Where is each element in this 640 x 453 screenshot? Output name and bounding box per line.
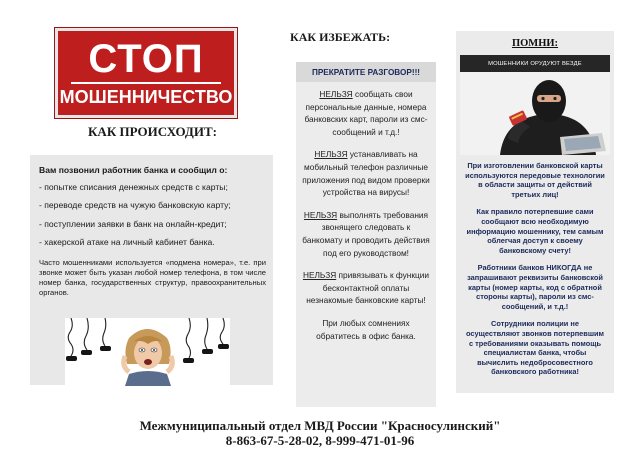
forbidden-keyword: НЕЛЬЗЯ <box>302 270 337 281</box>
number-spoofing-note: Часто мошенниками используется «подмена номера», т.е. при звонке может быть указан любой номер телефона, в том числе номер банка, государственных структур, правоохранительных органов. <box>39 257 266 297</box>
list-item: Сотрудники полиции не осуществляют звонков потерпевшим с требованиями оказывать помощь специалистам банка, чтобы вычислить недобросовестного банковского работника! <box>465 319 604 377</box>
remember-panel <box>456 31 614 393</box>
forbidden-keyword: НЕЛЬЗЯ <box>319 89 353 99</box>
stop-fraud-banner <box>55 28 237 118</box>
list-item <box>302 88 430 138</box>
rule-text: выполнять требования звонящего следовать к банкомату и проводить действия под его руководством! <box>302 209 430 258</box>
how-to-avoid-panel <box>296 62 436 407</box>
image-caption: МОШЕННИКИ ОРУДУЮТ ВЕЗДЕ <box>460 55 610 72</box>
avoid-rules <box>296 82 436 342</box>
list-item <box>302 269 430 307</box>
hacker-illustration <box>460 55 610 155</box>
police-department-name: Межмуниципальный отдел МВД России "Красносулинский" <box>139 418 501 433</box>
remember-title: ПОМНИ: <box>511 38 559 49</box>
forbidden-keyword: НЕЛЬЗЯ <box>314 149 348 160</box>
scenario-list <box>39 181 266 249</box>
rule-text: сообщать свои персональные данные, номера банковских карт, пароли из смс-сообщений и т.д.! <box>304 89 428 137</box>
how-to-avoid-title: КАК ИЗБЕЖАТЬ: <box>290 30 391 44</box>
how-it-happens-title: КАК ПРОИСХОДИТ: <box>88 124 217 139</box>
banner-fraud-word: МОШЕННИЧЕСТВО <box>59 87 233 107</box>
forbidden-keyword: НЕЛЬЗЯ <box>303 209 338 220</box>
list-item: При изготовлении банковской карты используются передовые технологии в области защиты от действий третьих лиц! <box>465 161 605 199</box>
rule-text: устанавливать на мобильный телефон различные приложения под видом проверки устройства на вирусы! <box>302 149 430 198</box>
list-item <box>302 209 430 259</box>
banner-stop-word: СТОП <box>88 37 204 81</box>
banner-divider <box>71 82 221 84</box>
rule-text: привязывать к функции бесконтактной оплаты незнакомые банковские карты! <box>306 270 430 306</box>
closing-advice: При любых сомнениях обратитесь в офис банка. <box>316 317 416 341</box>
remember-facts <box>456 155 614 377</box>
list-item: - хакерской атаке на личный кабинет банка. <box>39 236 266 249</box>
list-item: Как правило потерпевшие сами сообщают всю необходимую информацию мошеннику, тем самым облегчая доступ к своему банковскому счету! <box>466 207 604 255</box>
hanging-phones-icon <box>65 318 230 386</box>
contact-phones: 8-863-67-5-28-02, 8-999-471-01-96 <box>225 433 415 448</box>
list-item: - переводе средств на чужую банковскую карту; <box>39 199 266 212</box>
how-intro: Вам позвонил работник банка и сообщил о: <box>39 165 228 175</box>
hanging-phones-illustration <box>65 318 230 386</box>
list-item: Работники банков НИКОГДА не запрашивают реквизиты банковской карты (номер карты, код с обратной стороны карты), пароли из смс-сообщений, и т.д.! <box>467 263 603 311</box>
list-item: - поступлении заявки в банк на онлайн-кредит; <box>39 218 266 231</box>
list-item <box>302 148 430 198</box>
stop-conversation-header: ПРЕКРАТИТЕ РАЗГОВОР!!! <box>296 62 436 82</box>
list-item: - попытке списания денежных средств с карты; <box>39 181 266 194</box>
